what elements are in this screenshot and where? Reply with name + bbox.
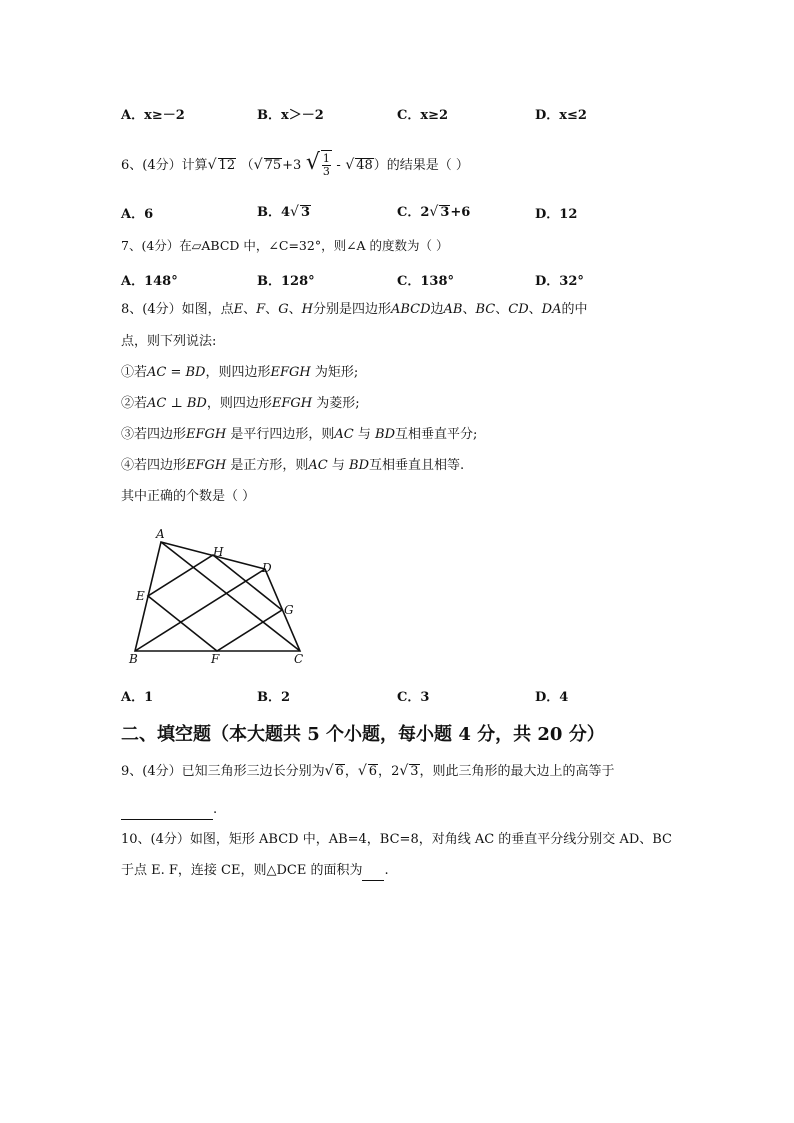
q8-option-d: D．4	[535, 690, 569, 705]
radical-icon: √	[429, 204, 439, 220]
q6-option-c-radicand: 3	[440, 205, 450, 220]
q8-side-bc: BC	[475, 302, 496, 317]
q6-option-c	[397, 201, 470, 220]
q5-option-a: A．x≥－2	[121, 108, 185, 123]
q6-option-b	[257, 201, 311, 220]
radical-icon: √	[305, 150, 320, 175]
q8-s1-text: ①若	[121, 365, 148, 380]
section-2-title: 二、填空题（本大题共 5 个小题，每小题 4 分，共 20 分）	[121, 724, 605, 745]
q8-statement-2	[121, 395, 360, 413]
q8-point-f: F	[256, 302, 266, 317]
question-7: 7、(4分）在▱ABCD 中，∠C=32°，则∠A 的度数为（ ）	[121, 238, 449, 253]
q6-option-b-radicand: 3	[300, 205, 311, 220]
q8-s4-text: 与	[331, 458, 345, 473]
question-10-line1: 10、(4分）如图，矩形 ABCD 中，AB=4，BC=8，对角线 AC 的垂直平分线分别交 AD、BC	[121, 832, 672, 847]
q6-radicand-12: 12	[218, 158, 236, 173]
q7-option-c: C．138°	[397, 274, 454, 289]
q7-option-b: B．128°	[257, 274, 315, 289]
q6-option-a: A．6	[121, 207, 154, 222]
q8-sep: 、	[288, 302, 302, 317]
q8-sep: 、	[462, 302, 476, 317]
q8-s4-bd: BD	[349, 458, 370, 473]
radical-icon: √	[345, 157, 355, 173]
radical-icon: √	[324, 763, 334, 779]
q9-end: .	[213, 802, 218, 817]
q5-option-d: D．x≤2	[535, 108, 587, 123]
q6-suffix: ）的结果是（ ）	[373, 158, 469, 173]
q9-comma: ，	[344, 764, 358, 779]
q8-statement-4	[121, 457, 464, 475]
q10-end: .	[384, 863, 389, 878]
q8-text: 分别是四边形	[312, 302, 391, 317]
q8-s4-ac: AC	[308, 458, 328, 473]
q8-s2-efgh: EFGH	[271, 396, 313, 411]
q8-quad-abcd: ABCD	[390, 302, 431, 317]
label-b: B	[129, 652, 138, 666]
q6-minus: -	[336, 158, 341, 173]
q6-plus3: +3	[282, 158, 302, 173]
q8-option-a: A．1	[121, 690, 154, 705]
q9-blank	[121, 801, 213, 820]
q9-text: 9、(4分）已知三角形三边长分别为	[121, 764, 325, 779]
q8-s4-text: 是正方形，则	[230, 458, 309, 473]
q8-s3-efgh: EFGH	[186, 427, 227, 442]
label-e: E	[136, 589, 145, 603]
question-8-line2: 点，则下列说法:	[121, 334, 217, 349]
q7-option-d: D．32°	[535, 274, 584, 289]
question-10-line2	[121, 862, 389, 881]
q6-option-d: D．12	[535, 207, 578, 222]
q8-s2-math: AC ⊥ BD	[147, 396, 207, 411]
q6-fraction	[321, 150, 332, 178]
q9-coef: 2	[391, 764, 400, 779]
radical-icon: √	[290, 204, 299, 220]
q8-question: 其中正确的个数是（ ）	[121, 489, 256, 504]
q8-text: 的中	[561, 302, 588, 317]
q8-s4-efgh: EFGH	[186, 458, 227, 473]
q6-open-paren: （	[240, 158, 254, 173]
q8-point-e: E	[233, 302, 244, 317]
q10-blank	[362, 862, 384, 881]
q7-option-a: A．148°	[121, 274, 178, 289]
radical-icon: √	[399, 763, 409, 779]
label-f: F	[211, 652, 220, 666]
question-6	[121, 150, 469, 178]
q8-side-ab: AB	[443, 302, 463, 317]
radical-icon: √	[357, 763, 367, 779]
q6-option-b-pre: B．4	[257, 205, 291, 220]
diagonal-ac	[161, 542, 300, 651]
q8-s1-text: 为矩形;	[314, 365, 359, 380]
q6-prefix: 6、(4分）计算	[121, 158, 208, 173]
q8-sep: 、	[265, 302, 279, 317]
q8-s4-text: 互相垂直且相等.	[369, 458, 465, 473]
q9-comma: ，	[378, 764, 392, 779]
q8-statement-3	[121, 426, 477, 444]
label-a: A	[156, 527, 165, 541]
q6-option-c-pre: C．2	[397, 205, 430, 220]
q8-s2-text: 为菱形;	[316, 396, 360, 411]
q8-side-cd: CD	[508, 302, 529, 317]
q8-sep: 、	[243, 302, 257, 317]
q8-sep: 、	[495, 302, 509, 317]
q9-radicand-1: 6	[335, 764, 344, 779]
q6-frac-den: 3	[322, 165, 330, 178]
q8-s3-ac: AC	[334, 427, 354, 442]
q8-s1-efgh: EFGH	[270, 365, 311, 380]
radical-icon: √	[253, 157, 263, 173]
q8-text: 8、(4分）如图，点	[121, 302, 234, 317]
q9-radicand-2: 6	[368, 764, 378, 779]
q8-text: 边	[430, 302, 444, 317]
label-g: G	[284, 603, 294, 617]
q8-option-c: C．3	[397, 690, 430, 705]
q8-s2-text: ②若	[121, 396, 148, 411]
q9-answer-line	[121, 801, 217, 820]
q10-text: 于点 E. F，连接 CE，则△DCE 的面积为	[121, 863, 363, 878]
q8-s2-text: ，则四边形	[206, 396, 272, 411]
question-8-line1	[121, 301, 587, 319]
radical-icon: √	[207, 157, 217, 173]
q8-side-da: DA	[541, 302, 562, 317]
label-c: C	[294, 652, 304, 666]
label-d: D	[262, 561, 272, 575]
q5-option-b: B．x＞－2	[257, 108, 324, 123]
q6-radicand-48: 48	[356, 158, 373, 173]
q8-s3-text: 是平行四边形，则	[230, 427, 335, 442]
q8-option-b: B．2	[257, 690, 291, 705]
quadrilateral-figure	[118, 522, 318, 667]
q5-option-c: C．x≥2	[397, 108, 449, 123]
q8-s3-text: 互相垂直平分;	[395, 427, 478, 442]
q8-s1-math: AC = BD	[147, 365, 206, 380]
question-9	[121, 762, 615, 781]
q8-s4-text: ④若四边形	[121, 458, 187, 473]
q8-statement-1	[121, 364, 358, 382]
q8-sep: 、	[528, 302, 542, 317]
q8-point-g: G	[278, 302, 289, 317]
q8-point-h: H	[301, 302, 313, 317]
q8-s3-text: 与	[357, 427, 371, 442]
label-h: H	[213, 545, 224, 559]
q9-radicand-3: 3	[410, 764, 419, 779]
q9-text: ，则此三角形的最大边上的高等于	[419, 764, 615, 779]
q6-option-c-post: +6	[450, 205, 471, 220]
q8-s3-bd: BD	[375, 427, 396, 442]
q6-frac-num: 1	[322, 152, 330, 165]
q6-radicand-75: 75	[264, 158, 282, 173]
q8-s3-text: ③若四边形	[121, 427, 187, 442]
q8-s1-text: ，则四边形	[205, 365, 271, 380]
